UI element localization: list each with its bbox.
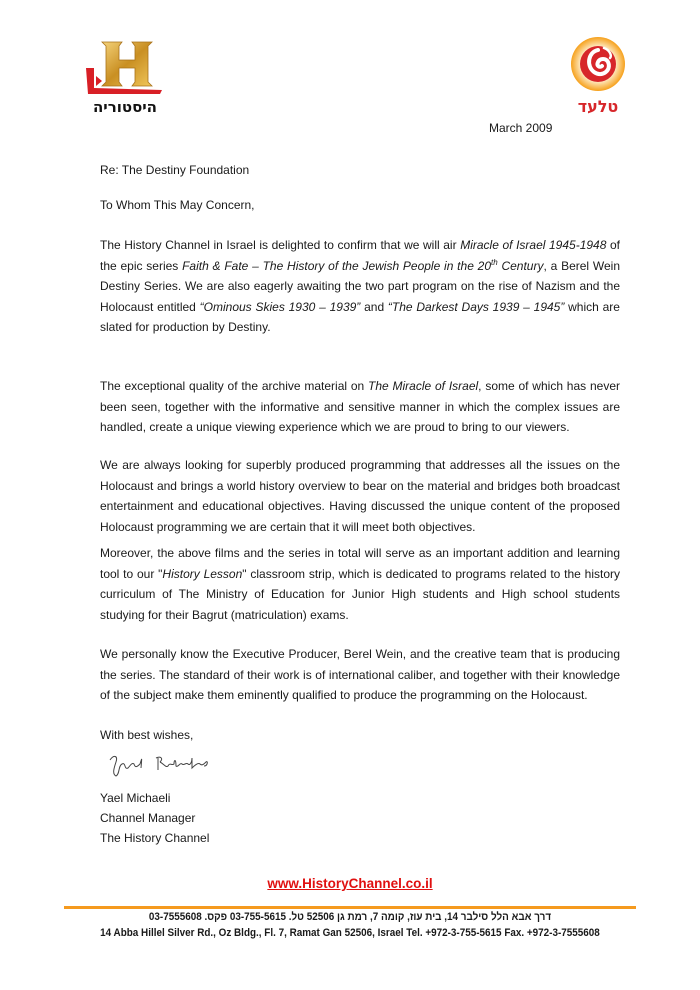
salutation: To Whom This May Concern, — [100, 198, 255, 212]
footer-divider — [64, 906, 636, 909]
history-h-icon — [80, 38, 170, 118]
signer-org: The History Channel — [100, 831, 210, 845]
address-hebrew: דרך אבא הלל סילבר 14, בית עוז, קומה 7, רמת גן 52506 טל. 03-755-5615 פקס. 03-7555608 — [148, 911, 552, 923]
p2-title: The Miracle of Israel — [368, 379, 479, 393]
p1-text: of the epic series — [100, 238, 621, 273]
p1-superscript: th — [491, 257, 498, 267]
paragraph-1 — [100, 235, 620, 338]
closing: With best wishes, — [100, 728, 194, 742]
p1-text: which are slated for production by Destiny. — [100, 299, 620, 335]
p1-series-title-end: Century — [497, 258, 544, 273]
right-logo-text: טלעד — [577, 97, 619, 116]
p4-text: " classroom strip, which is dedicated to programs related to the history curriculum of The Ministry of Education for Junior High students and High school students studying for their Bagrut (matriculation) exams. — [100, 566, 621, 622]
signature-icon — [108, 752, 218, 780]
tele-ad-swirl-icon — [566, 36, 630, 116]
paragraph-4 — [100, 543, 620, 625]
tele-ad-logo — [566, 36, 630, 116]
p1-text: The History Channel in Israel is delighted to confirm that we will air — [100, 238, 461, 252]
p1-title-ominous: “Ominous Skies 1930 – 1939” — [199, 299, 361, 314]
p1-title-darkest: “The Darkest Days 1939 – 1945” — [387, 299, 565, 314]
p2-text: The exceptional quality of the archive material on — [100, 379, 369, 393]
letter-date: March 2009 — [489, 121, 553, 135]
left-logo-text: היסטוריה — [92, 98, 158, 116]
p1-series-title: Faith & Fate – The History of the Jewish People in the 20 — [182, 258, 491, 273]
re-line: Re: The Destiny Foundation — [100, 163, 250, 177]
paragraph-5: We personally know the Executive Producer, Berel Wein, and the creative team that is producing the series. The standard of their work is of international caliber, and together with their knowledge of the subject make them eminently qualified to produce the programming on the Holocaust. — [100, 647, 620, 703]
paragraph-3: We are always looking for superbly produced programming that addresses all the issues on the Holocaust and brings a world history overview to bear on the material and bridges both broadcast entertainment and educational objectives. Having discussed the unique content of the proposed Holocaust programming we are certain that it will meet both objectives. — [100, 458, 620, 534]
paragraph-2 — [100, 376, 620, 438]
p1-title-miracle: Miracle of Israel 1945-1948 — [460, 238, 607, 252]
signer-name: Yael Michaeli — [100, 791, 171, 805]
p4-title: History Lesson — [162, 566, 243, 581]
signer-title: Channel Manager — [100, 811, 196, 825]
p1-text: and — [360, 299, 388, 314]
p1-text: , a Berel Wein Destiny Series. We are also eagerly awaiting the two part program on the rise of Nazism and the Holocaust entitled — [100, 258, 620, 314]
website-link[interactable]: www.HistoryChannel.co.il — [267, 876, 433, 891]
history-channel-logo — [80, 38, 170, 118]
p4-text: Moreover, the above films and the series in total will serve as an important addition and learning tool to our " — [100, 546, 620, 581]
p2-text: , some of which has never been seen, together with the informative and sensitive manner in which the complex issues are handled, create a unique viewing experience which we are proud to bring to our viewers. — [100, 379, 620, 435]
address-english: 14 Abba Hillel Silver Rd., Oz Bldg., Fl. 7, Ramat Gan 52506, Israel Tel. +972-3-755-5615 Fax. +972-3-7555608 — [100, 927, 600, 939]
